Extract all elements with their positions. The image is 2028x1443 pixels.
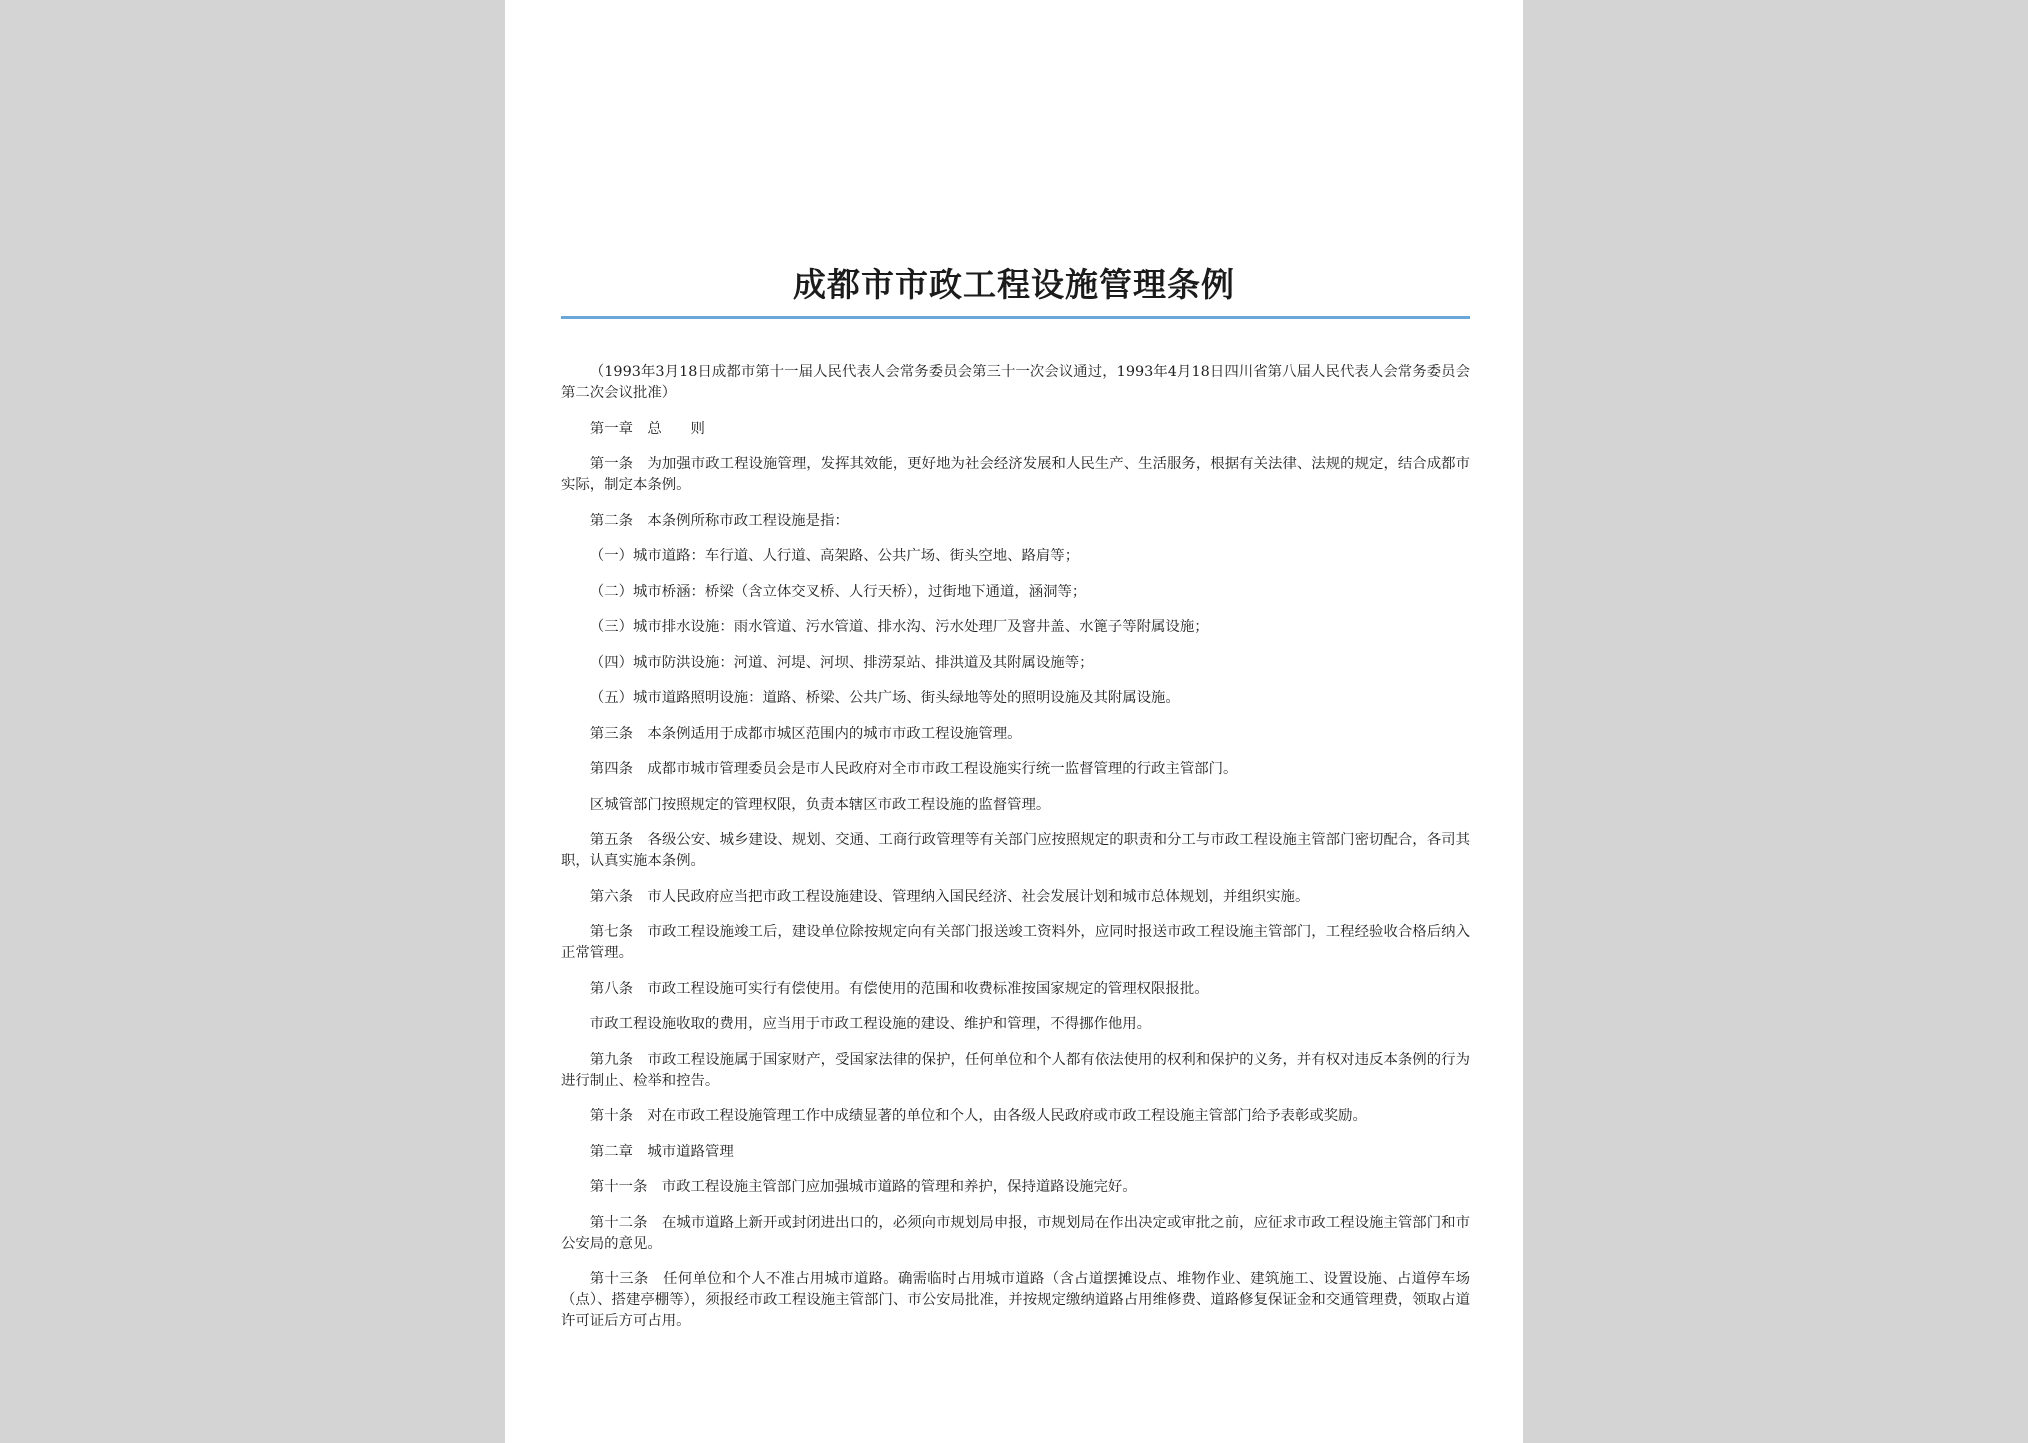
document-paragraph: （三）城市排水设施：雨水管道、污水管道、排水沟、污水处理厂及窨井盖、水篦子等附属设施； xyxy=(589,619,1209,635)
document-paragraph: 第七条 市政工程设施竣工后，建设单位除按规定向有关部门报送竣工资料外，应同时报送市政工程设施主管部门，工程经验收合格后纳入正常管理。 xyxy=(561,924,1470,961)
document-paragraph: 第九条 市政工程设施属于国家财产，受国家法律的保护，任何单位和个人都有依法使用的权利和保护的义务，并有权对违反本条例的行为进行制止、检举和控告。 xyxy=(561,1051,1470,1089)
title-underline xyxy=(561,316,1470,319)
adoption-note: （1993年3月18日成都市第十一届人民代表人会常务委员会第三十一次会议通过，1993年4月18日四川省第八届人民代表人会常务委员会第二次会议批准） xyxy=(561,364,1470,401)
document-title: 成都市市政工程设施管理条例 xyxy=(793,265,1235,304)
document-paragraph: 第十一条 市政工程设施主管部门应加强城市道路的管理和养护，保持道路设施完好。 xyxy=(589,1179,1137,1195)
document-paragraph: （一）城市道路：车行道、人行道、高架路、公共广场、街头空地、路肩等； xyxy=(589,548,1080,564)
document-paragraph: 区城管部门按照规定的管理权限，负责本辖区市政工程设施的监督管理。 xyxy=(589,796,1051,813)
document-paragraph: 第三条 本条例适用于成都市城区范围内的城市市政工程设施管理。 xyxy=(589,725,1022,742)
document-paragraph: 第二章 城市道路管理 xyxy=(589,1143,734,1160)
document-paragraph: 第四条 成都市城市管理委员会是市人民政府对全市市政工程设施实行统一监督管理的行政主管部门。 xyxy=(589,761,1238,777)
document-paragraph: 第六条 市人民政府应当把市政工程设施建设、管理纳入国民经济、社会发展计划和城市总体规划，并组织实施。 xyxy=(589,888,1310,905)
document-paragraph: 市政工程设施收取的费用，应当用于市政工程设施的建设、维护和管理，不得挪作他用。 xyxy=(589,1016,1152,1032)
document-paragraph: 第十三条 任何单位和个人不准占用城市道路。确需临时占用城市道路（含占道摆摊设点、堆物作业、建筑施工、设置设施、占道停车场（点）、搭建亭棚等），须报经市政工程设施主管部门、市公安局批准，并按规定缴纳道路占用维修费、道路修复保证金和交通管理费，领取占道许可证后方可占用。 xyxy=(561,1271,1470,1329)
document-page xyxy=(505,0,1523,1443)
document-paragraph: 第八条 市政工程设施可实行有偿使用。有偿使用的范围和收费标准按国家规定的管理权限报批。 xyxy=(589,980,1209,997)
document-paragraph: 第十二条 在城市道路上新开或封闭进出口的，必须向市规划局申报，市规划局在作出决定或审批之前，应征求市政工程设施主管部门和市公安局的意见。 xyxy=(561,1214,1470,1252)
document-paragraph: 第十条 对在市政工程设施管理工作中成绩显著的单位和个人，由各级人民政府或市政工程设施主管部门给予表彰或奖励。 xyxy=(589,1108,1367,1124)
document-paragraph: 第五条 各级公安、城乡建设、规划、交通、工商行政管理等有关部门应按照规定的职责和分工与市政工程设施主管部门密切配合，各司其职，认真实施本条例。 xyxy=(561,832,1470,869)
document-paragraph: （二）城市桥涵：桥梁（含立体交叉桥、人行天桥），过街地下通道，涵洞等； xyxy=(589,583,1087,600)
document-paragraph: 第二条 本条例所称市政工程设施是指： xyxy=(589,512,849,529)
document-paragraph: 第一章 总 则 xyxy=(589,420,705,437)
document-paragraph: （四）城市防洪设施：河道、河堤、河坝、排涝泵站、排洪道及其附属设施等； xyxy=(589,654,1094,671)
document-paragraph: （五）城市道路照明设施：道路、桥梁、公共广场、街头绿地等处的照明设施及其附属设施。 xyxy=(589,690,1180,706)
document-body xyxy=(561,362,1470,1332)
document-paragraph: 第一条 为加强市政工程设施管理，发挥其效能，更好地为社会经济发展和人民生产、生活服务，根据有关法律、法规的规定，结合成都市实际，制定本条例。 xyxy=(561,456,1470,493)
